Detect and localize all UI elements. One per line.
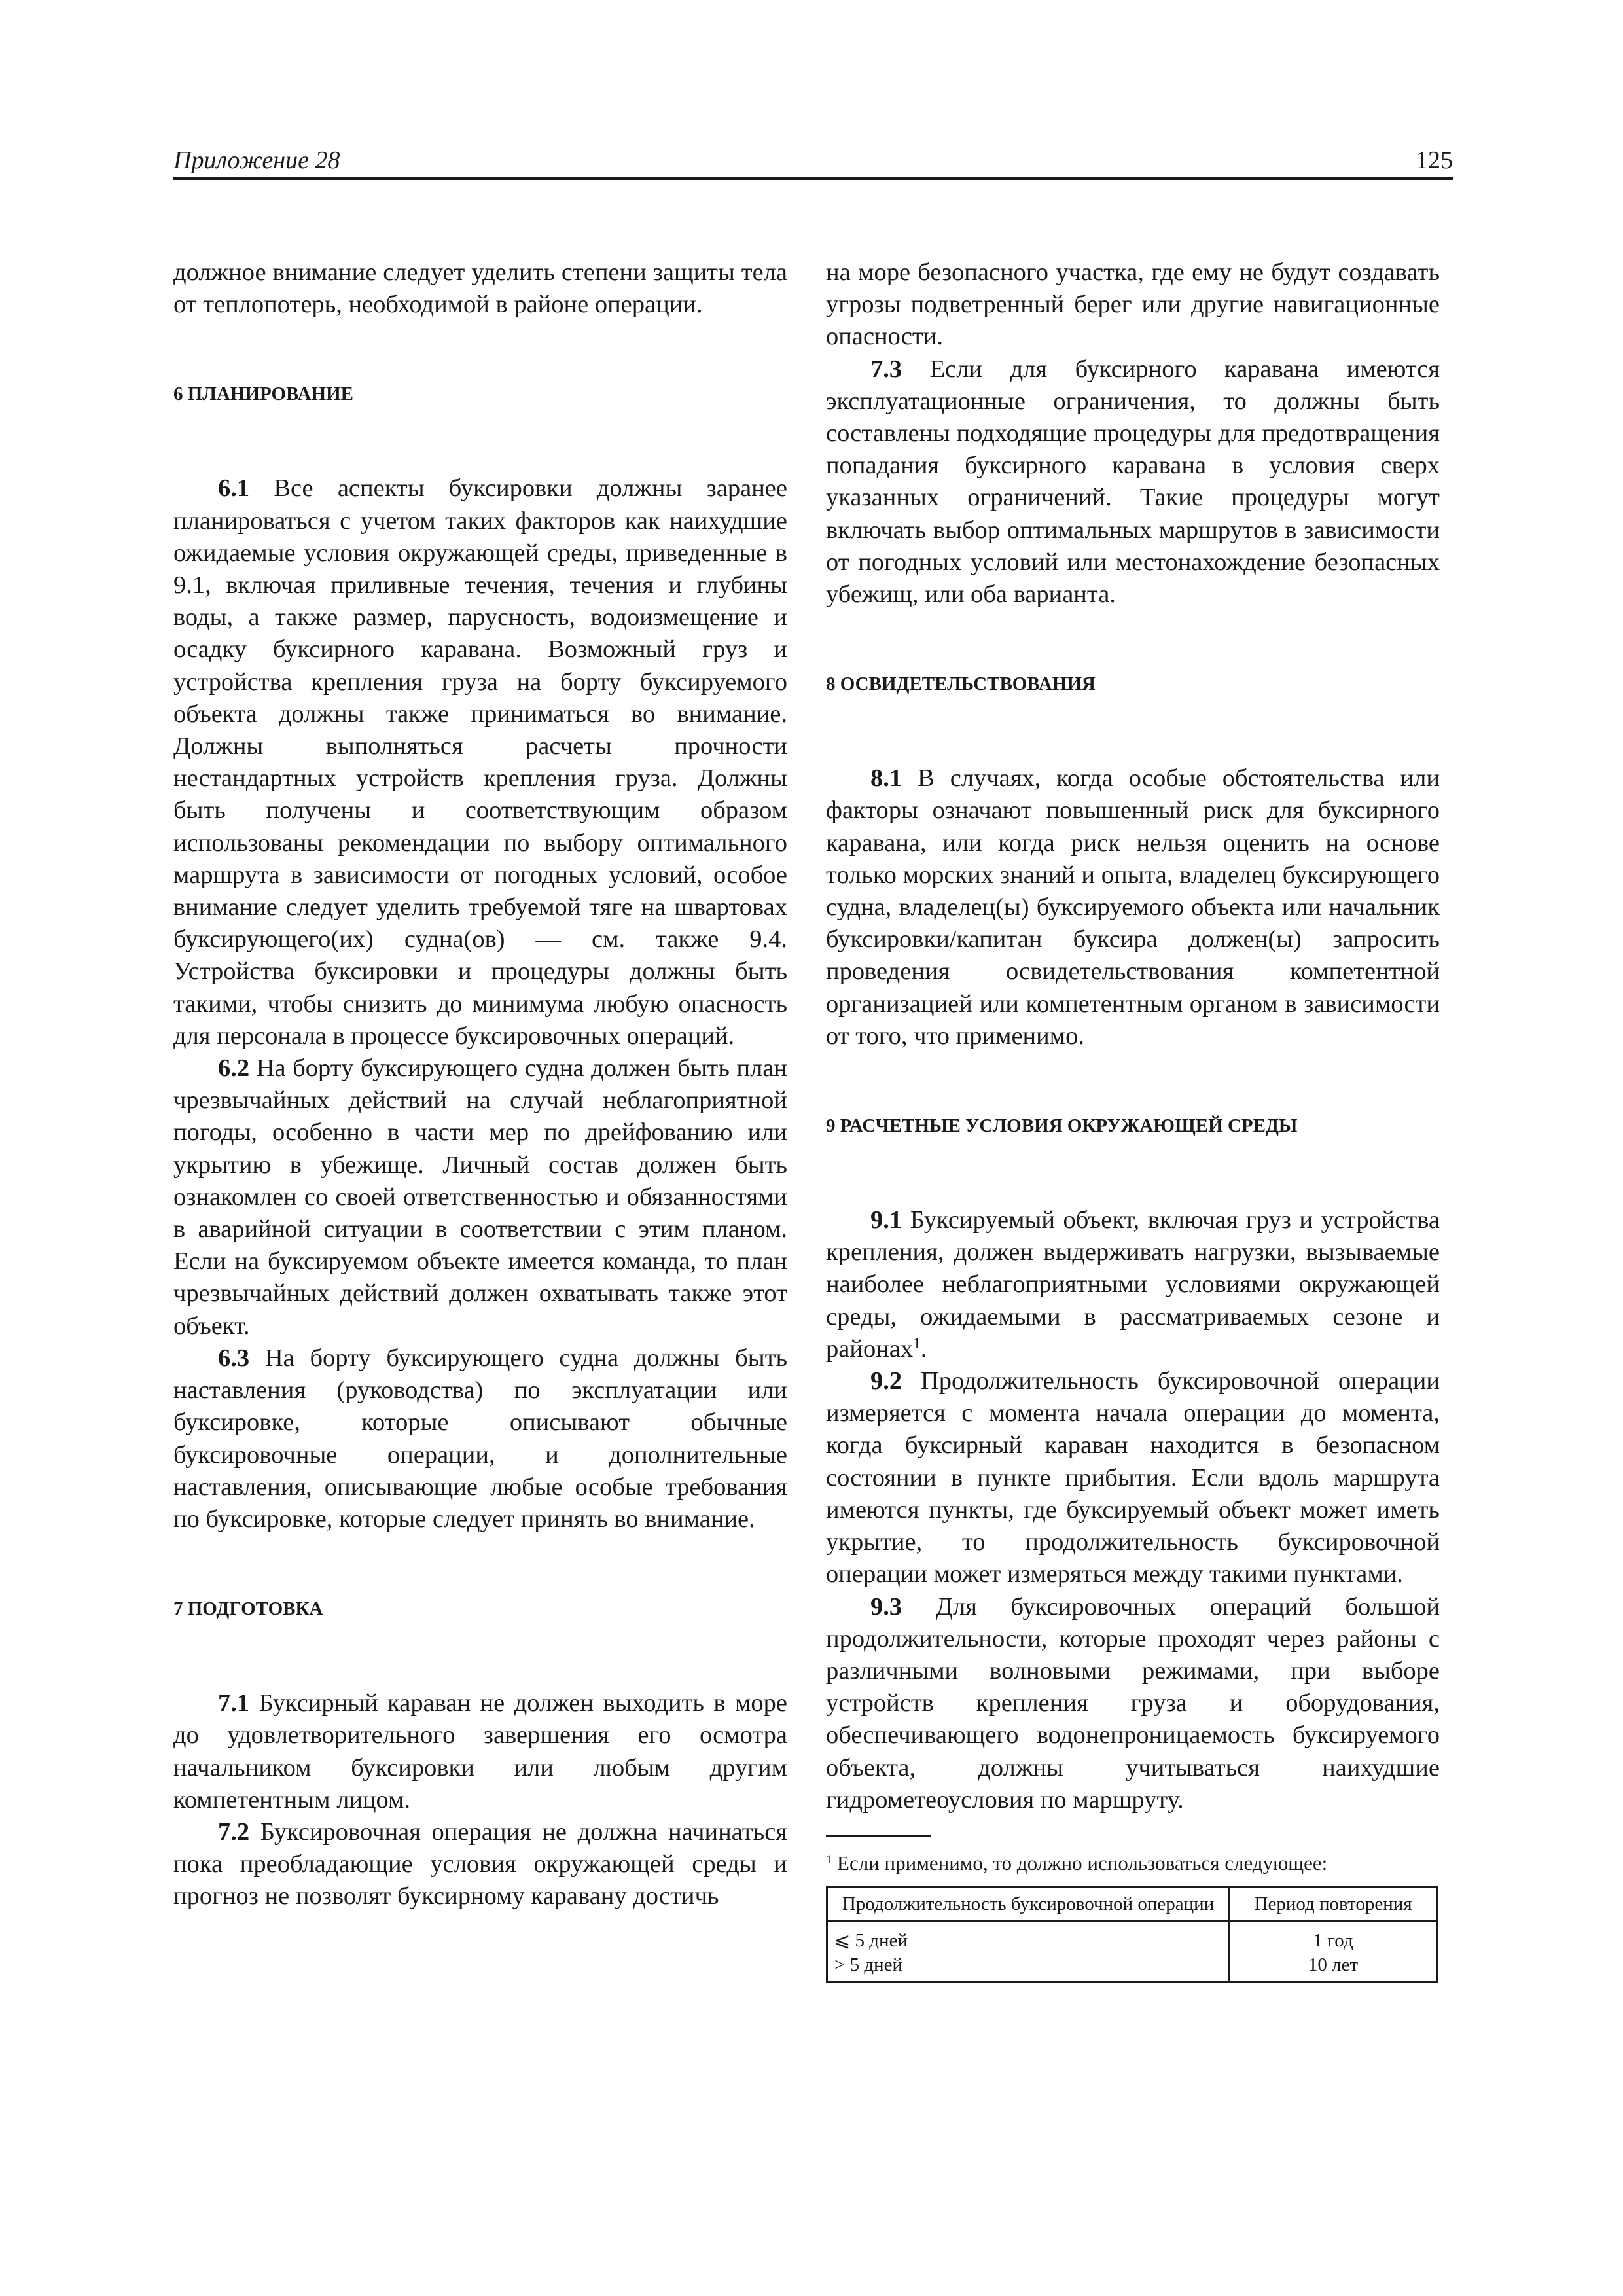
paragraph-7-2-continued: на море безопасного участка, где ему не будут создавать угрозы подветренный берег или другие навигационные опасности.: [826, 259, 1440, 351]
running-head: Приложение 28: [173, 147, 340, 174]
footnote-text: $^1$ Если применимо, то должно использоваться следующее:: [826, 1851, 1328, 1874]
period-cell: 1 год 10 лет: [1230, 1921, 1437, 1982]
clause-number: 7.2: [218, 1818, 250, 1846]
paragraph-6-2: 6.2 На борту буксирующего судна должен быть план чрезвычайных действий на случай неблагоприятной погоды, особенно в части мер по дрейфованию или укрытию в убежище. Личный состав должен быть ознакомлен со своей ответственностью и обязанностями в аварийной ситуации в соответствии с этим планом. Если на буксируемом объекте имеется команда, то план чрезвычайных действий должен охватывать также этот объект.: [173, 1054, 787, 1340]
table-row: [827, 1921, 1437, 1982]
clause-number: 9.2: [870, 1367, 902, 1395]
section-heading-7: 7 ПОДГОТОВКА: [173, 1598, 323, 1620]
table-header-row: [827, 1887, 1437, 1921]
page-number: 125: [1416, 147, 1453, 174]
section-heading-6: 6 ПЛАНИРОВАНИЕ: [173, 384, 353, 405]
clause-number: 8.1: [870, 764, 902, 793]
footnote-reference: 1: [913, 1335, 921, 1352]
paragraph-9-2: 9.2 Продолжительность буксировочной операции измеряется с момента начала операции до момента, когда буксирный караван находится в безопасном состоянии в пункте прибытия. Если вдоль маршрута имеются пункты, где буксируемый объект может иметь укрытие, то продолжительность буксировочной операции может измеряться между такими пунктами.: [826, 1367, 1440, 1588]
paragraph-6-3: 6.3 На борту буксирующего судна должны быть наставления (руководства) по эксплуатации или буксировке, которые описывают обычные буксировочные операции, и дополнительные наставления, описывающие любые особые требования по буксировке, которые следует принять во внимание.: [173, 1344, 787, 1533]
header-rule: [173, 177, 1453, 180]
paragraph-6-1: 6.1 Все аспекты буксировки должны заранее планироваться с учетом таких факторов как наихудшие ожидаемые условия окружающей среды, приведенные в 9.1, включая приливные течения, течения и глубины воды, а также размер, парусность, водоизмещение и осадку буксирного каравана. Возможный груз и устройства крепления груза на борту буксируемого объекта должны также приниматься во внимание. Должны выполняться расчеты прочности нестандартных устройств крепления груза. Должны быть получены и соответствующим образом использованы рекомендации по выбору оптимального маршрута в зависимости от погодных условий, особое внимание следует уделить требуемой тяге на швартовах буксирующего(их) судна(ов) — см. также 9.4. Устройства буксировки и процедуры должны быть такими, чтобы снизить до минимума любую опасность для персонала в процессе буксировочных операций.: [173, 475, 787, 1050]
clause-number: 6.1: [218, 475, 250, 503]
section-heading-9: 9 РАСЧЕТНЫЕ УСЛОВИЯ ОКРУЖАЮЩЕЙ СРЕДЫ: [826, 1115, 1298, 1137]
clause-number: 9.3: [870, 1592, 902, 1621]
footnote-rule: [826, 1835, 931, 1837]
return-period-table: [826, 1886, 1438, 1983]
paragraph-intro: должное внимание следует уделить степени защиты тела от теплопотерь, необходимой в районе операции.: [173, 259, 787, 319]
section-heading-8: 8 ОСВИДЕТЕЛЬСТВОВАНИЯ: [826, 673, 1096, 695]
clause-number: 9.1: [870, 1206, 902, 1234]
paragraph-7-3: 7.3 Если для буксирного каравана имеются эксплуатационные ограничения, то должны быть составлены подходящие процедуры для предотвращения попадания буксирного каравана в условия сверх указанных ограничений. Такие процедуры могут включать выбор оптимальных маршрутов в зависимости от погодных условий или местонахождение безопасных убежищ, или оба варианта.: [826, 355, 1440, 609]
left-column: [173, 257, 787, 1913]
clause-number: 6.2: [218, 1054, 250, 1083]
page-header: [173, 145, 1453, 175]
clause-number: 7.3: [870, 355, 902, 383]
clause-number: 6.3: [218, 1344, 250, 1372]
footnote-mark: 1: [826, 1852, 832, 1867]
paragraph-7-2: 7.2 Буксировочная операция не должна начинаться пока преобладающие условия окружающей среды и прогноз не позволят буксирному каравану достичь: [173, 1818, 787, 1910]
paragraph-7-1: 7.1 Буксирный караван не должен выходить в море до удовлетворительного завершения его осмотра начальником буксировки или любым другим компетентным лицом.: [173, 1689, 787, 1814]
column-header-duration: Продолжительность буксировочной операции: [827, 1887, 1230, 1921]
paragraph-8-1: 8.1 В случаях, когда особые обстоятельства или факторы означают повышенный риск для буксирного каравана, или когда риск нельзя оценить на основе только морских знаний и опыта, владелец буксирующего судна, владелец(ы) буксируемого объекта или начальник буксировки/капитан буксира должен(ы) запросить проведения освидетельствования компетентной организацией или компетентным органом в зависимости от того, что применимо.: [826, 764, 1440, 1050]
column-header-period: Период повторения: [1230, 1887, 1437, 1921]
paragraph-9-3: 9.3 Для буксировочных операций большой продолжительности, которые проходят через районы с различными волновыми режимами, при выборе устройств крепления груза и оборудования, обеспечивающего водонепроницаемость буксируемого объекта, должны учитываться наихудшие гидрометеоусловия по маршруту.: [826, 1592, 1440, 1814]
paragraph-9-1: 9.1 Буксируемый объект, включая груз и устройства крепления, должен выдерживать нагрузки, вызываемые наиболее неблагоприятными условиями окружающей среды, ожидаемыми в рассматриваемых сезоне и районах$^1$.: [826, 1206, 1440, 1363]
right-column: [826, 257, 1440, 1983]
duration-cell: ⩽ 5 дней > 5 дней: [827, 1921, 1230, 1982]
clause-number: 7.1: [218, 1689, 250, 1717]
